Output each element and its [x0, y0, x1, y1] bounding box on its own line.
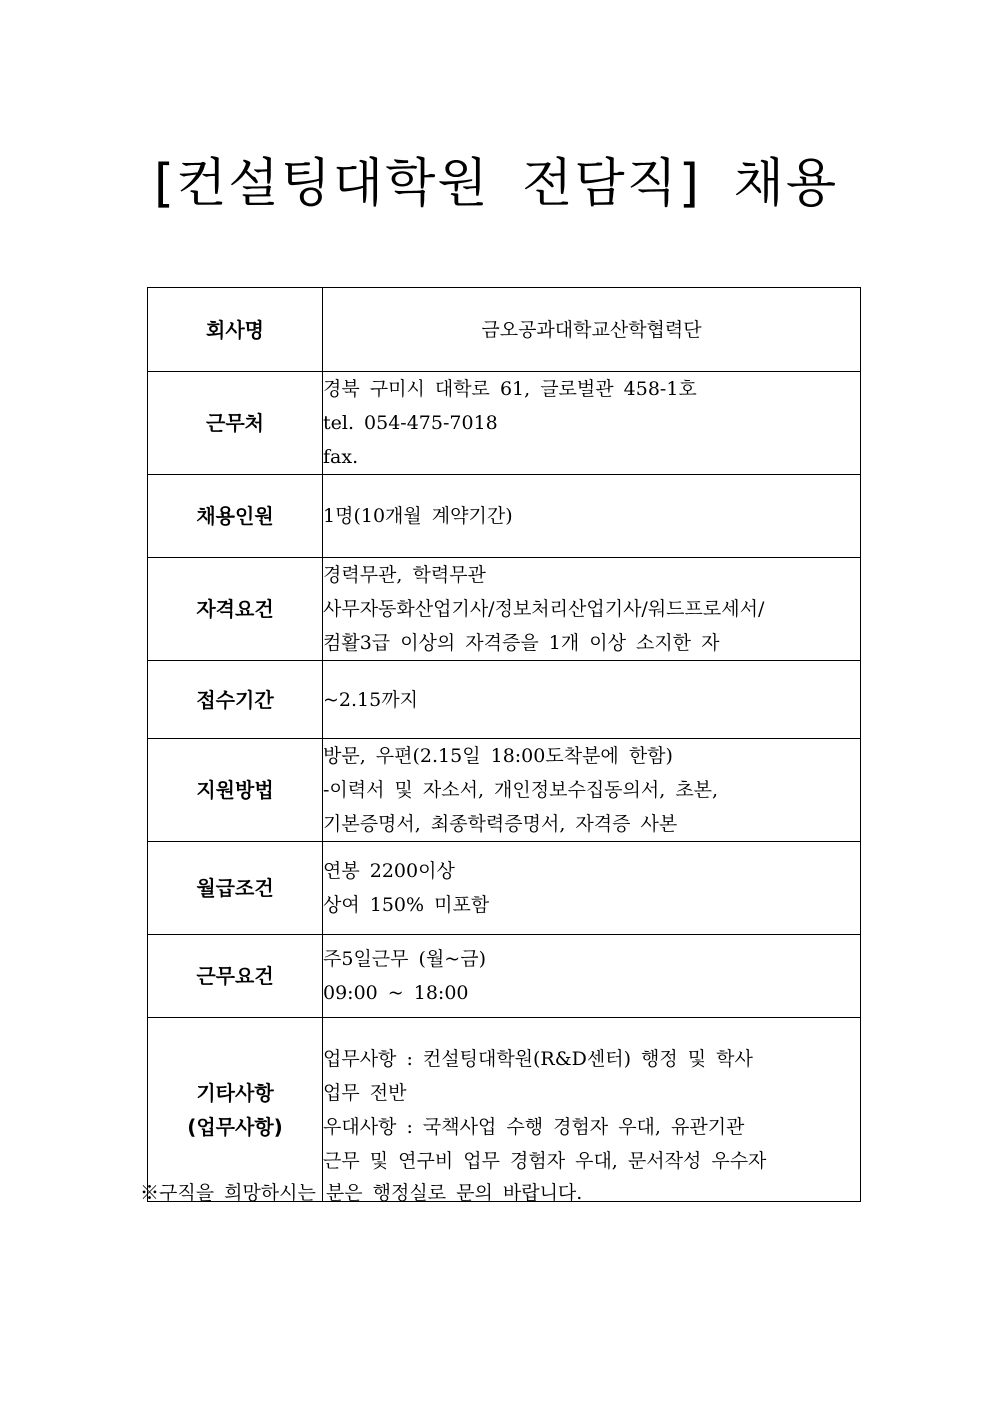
row-label: 근무처	[148, 372, 323, 475]
value-line: ~2.15까지	[323, 688, 418, 711]
label-line: 기타사항	[196, 1080, 274, 1105]
row-label: 월급조건	[148, 842, 323, 935]
label-line: (업무사항)	[187, 1114, 283, 1139]
table-row-work-conditions	[148, 935, 861, 1018]
row-label: 자격요건	[148, 558, 323, 661]
row-label: 지원방법	[148, 739, 323, 842]
table-row-application-method	[148, 739, 861, 842]
row-label: 회사명	[148, 288, 323, 372]
table-row-salary	[148, 842, 861, 935]
footnote: ※구직을 희망하시는 분은 행정실로 문의 바랍니다.	[140, 1182, 583, 1204]
row-value	[323, 661, 861, 739]
row-value	[323, 842, 861, 935]
value-line: -이력서 및 자소서, 개인정보수집동의서, 초본,	[323, 779, 719, 801]
value-line: 우대사항 : 국책사업 수행 경험자 우대, 유관기관	[323, 1115, 745, 1138]
value-line: tel. 054-475-7018	[323, 412, 498, 434]
value-line: 경력무관, 학력무관	[323, 564, 486, 586]
table-row-company	[148, 288, 861, 372]
value-line: 상여 150% 미포함	[323, 894, 490, 916]
table-row-application-period	[148, 661, 861, 739]
row-label	[148, 1018, 323, 1202]
value-line: 방문, 우편(2.15일 18:00도착분에 한함)	[323, 745, 673, 767]
value-line: 1명(10개월 계약기간)	[323, 505, 513, 527]
value-line: 근무 및 연구비 업무 경험자 우대, 문서작성 우수자	[323, 1149, 767, 1172]
value-line: 업무사항 : 컨설팅대학원(R&D센터) 행정 및 학사	[323, 1047, 753, 1070]
row-value	[323, 475, 861, 558]
job-info-table	[147, 287, 861, 1202]
row-label: 근무요건	[148, 935, 323, 1018]
table-row-headcount	[148, 475, 861, 558]
value-line: 컴활3급 이상의 자격증을 1개 이상 소지한 자	[323, 632, 720, 654]
value-line: 사무자동화산업기사/정보처리산업기사/워드프로세서/	[323, 598, 765, 620]
value-line: fax.	[323, 446, 359, 468]
row-value	[323, 288, 861, 372]
value-line: 연봉 2200이상	[323, 860, 455, 882]
value-line: 09:00 ~ 18:00	[323, 982, 469, 1004]
row-value	[323, 935, 861, 1018]
value-line: 경북 구미시 대학로 61, 글로벌관 458-1호	[323, 378, 697, 400]
row-label: 접수기간	[148, 661, 323, 739]
row-value	[323, 739, 861, 842]
row-value	[323, 1018, 861, 1202]
row-value	[323, 558, 861, 661]
row-value	[323, 372, 861, 475]
table-row-qualification	[148, 558, 861, 661]
table-row-workplace	[148, 372, 861, 475]
value-line: 주5일근무 (월~금)	[323, 948, 486, 970]
value-line: 업무 전반	[323, 1081, 407, 1104]
row-label: 채용인원	[148, 475, 323, 558]
table-row-other	[148, 1018, 861, 1202]
value-line: 금오공과대학교산학협력단	[481, 318, 702, 341]
page-title: [컨설팅대학원 전담직] 채용	[153, 154, 839, 214]
value-line: 기본증명서, 최종학력증명서, 자격증 사본	[323, 813, 678, 835]
